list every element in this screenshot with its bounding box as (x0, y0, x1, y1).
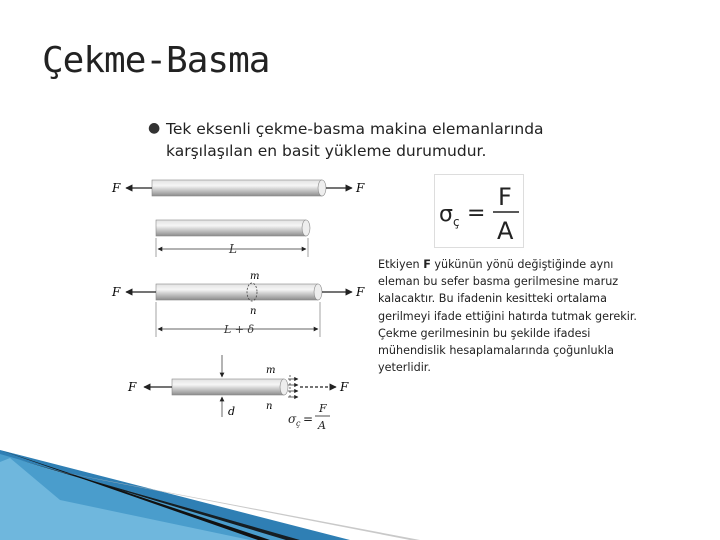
svg-text:ç: ç (453, 215, 460, 229)
svg-text:ç: ç (296, 419, 301, 428)
corner-decoration (0, 450, 720, 540)
bullet-dot-icon: ● (148, 120, 161, 136)
stress-arrows (288, 379, 298, 397)
rod-4 (172, 379, 288, 395)
rod-1 (152, 180, 326, 196)
section-label-m-3: m (250, 271, 260, 282)
rod-3 (156, 283, 322, 301)
force-label-right-1: F (356, 181, 365, 195)
svg-text:F: F (498, 183, 512, 211)
svg-text:A: A (318, 419, 326, 432)
slide-title: Çekme-Basma (42, 40, 270, 81)
svg-text:σ: σ (439, 202, 453, 227)
svg-text:A: A (497, 217, 514, 245)
stress-formula (435, 175, 523, 247)
section-label-n-3: n (250, 306, 257, 317)
section-label-m-4: m (266, 365, 276, 376)
bar-loading-figure (100, 165, 370, 435)
diameter-label: d (228, 405, 236, 418)
stress-formula-box (434, 174, 524, 248)
svg-text:F: F (319, 402, 327, 415)
rod-2 (156, 220, 310, 236)
elongated-label: L + δ (224, 323, 255, 336)
force-label-left-4: F (128, 380, 137, 394)
force-label-right-4: F (340, 380, 349, 394)
force-label-right-3: F (356, 285, 365, 299)
length-label: L (229, 242, 237, 256)
force-label-left-1: F (112, 181, 121, 195)
svg-text:=: = (303, 412, 314, 426)
svg-text:σ: σ (288, 412, 297, 426)
bullet-text: Tek eksenli çekme-basma makina elemanlarında karşılaşılan en basit yükleme durumudur. (166, 120, 544, 160)
section-label-n-4: n (266, 401, 273, 412)
force-label-left-3: F (112, 285, 121, 299)
description-paragraph: Etkiyen F yükünün yönü değiştiğinde aynı eleman bu sefer basma gerilmesine maruz kalacaktır. Bu ifadenin kesitteki ortalama gerilmeyi ifade ettiğini hatırda tutmak gerekir. Çekme gerilmesinin bu şekilde ifadesi mühendislik hesaplamalarında çoğunlukla yeterlidir. (378, 258, 637, 375)
svg-text:=: = (467, 201, 486, 226)
small-formula (288, 402, 330, 432)
